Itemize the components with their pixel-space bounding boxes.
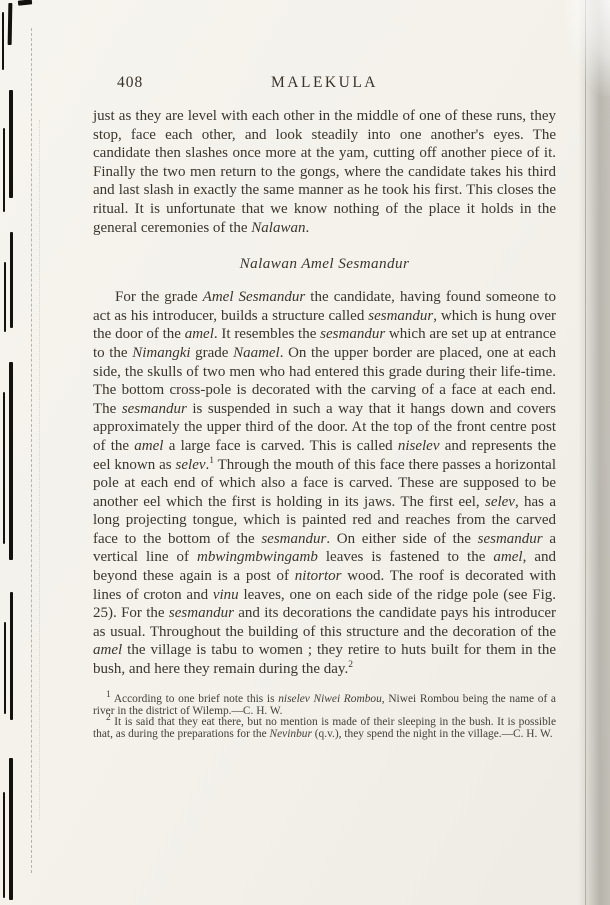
binding-mark (8, 3, 13, 45)
footnote: $^1$ According to one brief note this is niselev Niwei Rombou, Niwei Rombou being the name of a river in the district of Wilemp.—C. H. W. (93, 689, 556, 717)
page-number: 408 (117, 74, 144, 91)
binding-mark (3, 392, 5, 544)
footnotes (93, 689, 556, 742)
binding-mark (10, 592, 13, 720)
binding-mark (2, 12, 4, 70)
running-title: MALEKULA (271, 74, 378, 91)
page-fold-line (39, 120, 40, 820)
binding-mark (9, 90, 13, 198)
footnote: $^2$ It is said that they eat there, but no mention is made of their sleeping in the bush. It is possible that, as during the preparations for the Nevinbur (q.v.), they spend the night in the village.—C. H. W. (93, 713, 556, 741)
page-edge-shadow (578, 0, 610, 905)
binding-shadow (0, 0, 46, 905)
binding-mark (3, 792, 5, 898)
page-fold-line (31, 28, 32, 873)
section-heading: Nalawan Amel Sesmandur (239, 255, 410, 273)
binding-mark (9, 362, 13, 560)
binding-mark (4, 622, 6, 714)
binding-mark (4, 262, 6, 332)
binding-mark (10, 232, 13, 328)
page-header (93, 74, 556, 96)
binding-mark (9, 758, 13, 900)
binding-mark (3, 128, 5, 212)
corner-highlight (564, 0, 610, 96)
body-paragraph: For the grade Amel Sesmandur the candidate, having found someone to act as his introducer, builds a structure called sesmandur, which is hung over the door of the amel. It resembles the sesmandur which are set up at entrance to the Nimangki grade Naamel. On the upper border are placed, one at each side, the skulls of two men who had entered this grade during their life-time. The bottom cross-pole is decorated with the carving of a face at each end. The sesmandur is suspended in such a way that it hangs down and covers approximately the upper third of the door. At the top of the front centre post of the amel a large face is carved. This is called niselev and represents the eel known as selev.$^1$ Through the mouth of this face there passes a horizontal pole at each end of which also a face is carved. These are supposed to be another eel which the first is holding in its jaws. The first eel, selev, has a long projecting tongue, which is painted red and reaches from the carved face to the bottom of the sesmandur. On either side of the sesmandur a vertical line of mbwingmbwingamb leaves is fastened to the amel, and beyond these again is a post of nitortor wood. The roof is decorated with lines of croton and vinu leaves, one on each side of the ridge pole (see Fig. 25). For the sesmandur and its decorations the candidate pays his introducer as usual. Throughout the building of this structure and the decoration of the amel the village is tabu to women ; they retire to huts built for them in the bush, and here they remain during the day.$^2$ (93, 289, 557, 678)
body-paragraph: just as they are level with each other in the middle of one of these runs, they stop, face each other, and look steadily into one another's eyes. The candidate then slashes once more at the yam, cutting off another piece of it. Finally the two men return to the gongs, where the candidate takes his third and last slash in exactly the same manner as he took his first. This closes the ritual. It is unfortunate that we know nothing of the place it holds in the general ceremonies of the Nalawan. (93, 108, 556, 236)
page-content (93, 74, 556, 741)
page-edge-line (585, 0, 586, 905)
binding-mark (18, 0, 32, 6)
